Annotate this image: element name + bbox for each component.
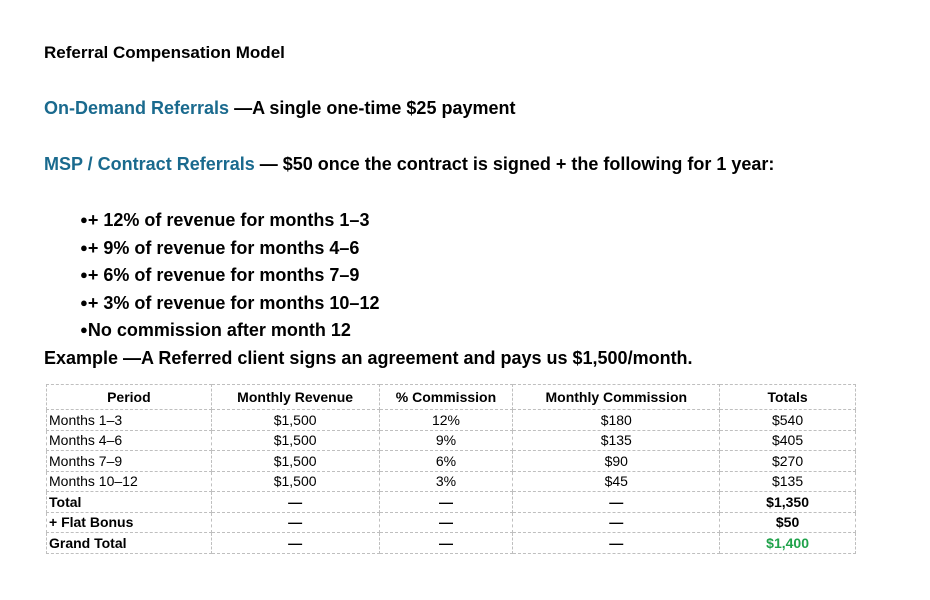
total-cell: $540	[720, 410, 856, 431]
example-text: Example —A Referred client signs an agreement and pays us $1,500/month.	[44, 348, 693, 368]
bullet-item: ●+ 6% of revenue for months 7–9	[80, 265, 360, 285]
table-row	[47, 451, 856, 472]
total-row	[47, 492, 856, 513]
period-cell: Months 10–12	[47, 471, 212, 492]
bullet-item: ●No commission after month 12	[80, 320, 351, 340]
on-demand-line	[44, 98, 515, 119]
column-header: Period	[47, 385, 212, 410]
grand-total-row	[47, 533, 856, 554]
flat-bonus-row	[47, 512, 856, 533]
period-cell: Months 4–6	[47, 430, 212, 451]
commission-cell: $180	[513, 410, 720, 431]
commission-table	[46, 384, 856, 554]
column-header: Totals	[720, 385, 856, 410]
column-header: Monthly Revenue	[211, 385, 379, 410]
dash-cell: —	[211, 533, 379, 554]
dash-cell: —	[513, 533, 720, 554]
dash-cell: —	[379, 533, 513, 554]
summary-total-cell: $1,350	[720, 492, 856, 513]
commission-cell: $90	[513, 451, 720, 472]
document-title: Referral Compensation Model	[44, 43, 285, 62]
summary-label-cell: Total	[47, 492, 212, 513]
percent-cell: 9%	[379, 430, 513, 451]
revenue-cell: $1,500	[211, 410, 379, 431]
grand-total-value: $1,400	[720, 533, 856, 554]
revenue-cell: $1,500	[211, 451, 379, 472]
revenue-cell: $1,500	[211, 430, 379, 451]
total-cell: $135	[720, 471, 856, 492]
dash-cell: —	[379, 492, 513, 513]
bullet-icon: ●	[80, 267, 88, 282]
table-header-row	[47, 385, 856, 410]
revenue-cell: $1,500	[211, 471, 379, 492]
dash-cell: —	[211, 492, 379, 513]
commission-cell: $135	[513, 430, 720, 451]
percent-cell: 12%	[379, 410, 513, 431]
on-demand-text: —A single one-time $25 payment	[229, 98, 516, 118]
table-row	[47, 471, 856, 492]
table-row	[47, 430, 856, 451]
summary-total-cell: $50	[720, 512, 856, 533]
dash-cell: —	[513, 492, 720, 513]
bullet-item: ●+ 3% of revenue for months 10–12	[80, 292, 380, 313]
total-cell: $405	[720, 430, 856, 451]
on-demand-label: On-Demand Referrals	[44, 98, 230, 118]
dash-cell: —	[211, 512, 379, 533]
summary-label-cell: Grand Total	[47, 533, 212, 554]
bullet-icon: ●	[80, 239, 88, 255]
dash-cell: —	[513, 512, 720, 533]
dash-cell: —	[379, 512, 513, 533]
bullet-item: ●+ 9% of revenue for months 4–6	[80, 237, 360, 258]
total-cell: $270	[720, 451, 856, 472]
msp-line	[44, 154, 774, 175]
column-header: Monthly Commission	[513, 385, 720, 410]
commission-bullet-list	[80, 209, 379, 347]
bullet-icon: ●	[80, 294, 88, 310]
msp-text: — $50 once the contract is signed + the following for 1 year:	[254, 154, 775, 174]
bullet-icon: ●	[80, 322, 88, 337]
period-cell: Months 7–9	[47, 451, 212, 472]
summary-label-cell: + Flat Bonus	[47, 512, 212, 533]
msp-label: MSP / Contract Referrals	[44, 154, 255, 174]
table-row	[47, 410, 856, 431]
period-cell: Months 1–3	[47, 410, 212, 431]
column-header: % Commission	[379, 385, 513, 410]
bullet-item: ●+ 12% of revenue for months 1–3	[80, 210, 370, 230]
commission-cell: $45	[513, 471, 720, 492]
percent-cell: 6%	[379, 451, 513, 472]
percent-cell: 3%	[379, 471, 513, 492]
bullet-icon: ●	[80, 212, 88, 227]
